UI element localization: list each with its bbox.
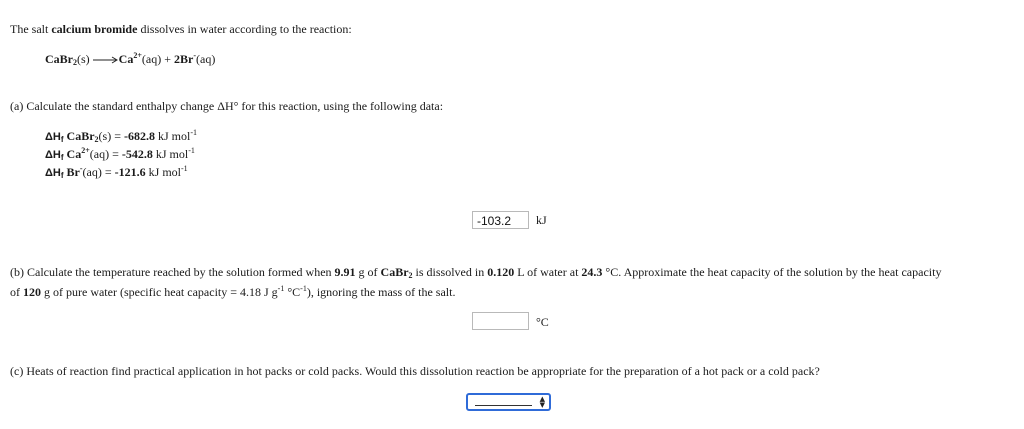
part-a-question: (a) Calculate the standard enthalpy change ΔH° for this reaction, using the following data: [10,99,444,113]
part-c-question: (c) Heats of reaction find practical application in hot packs or cold packs. Would this dissolution reaction be appropriate for the preparation of a hot pack or a cold pack? [10,364,820,378]
enthalpy-row-cabr2: $\Delta H_f$ CaBr$_2$(s) = -682.8 kJ mol$^{-1}$ [45,128,197,144]
part-b-question: (b) Calculate the temperature reached by the solution formed when 9.91 g of CaBr$_2$ is dissolved in 0.120 L of water at 24.3 °C. Approximate the heat capacity of the solution by the heat capacity of 120 g of pure water (specific heat capacity = 4.18 J $g^{-1}$ $^\circ C^{-1}$), ignoring the mass of the salt. [10,265,942,299]
reaction-equation: CaBr$_2$(s) $Ca^{2+}(aq) + 2Br^-(aq)$ [45,51,216,67]
hot-cold-pack-select[interactable] [466,393,551,411]
enthalpy-data-table [45,129,197,183]
part-b-unit-label: °C [536,315,549,329]
select-arrows-icon: ▲ ▼ [539,395,545,409]
enthalpy-row-ca: $\Delta H_f$ $Ca^{2+}(aq) = -542.8$ kJ mol$^{-1}$ [45,146,195,162]
reaction-arrow-icon [93,55,119,65]
intro-text: The salt calcium bromide dissolves in water according to the reaction: [10,22,352,36]
select-blank-line [475,405,532,406]
part-a-unit-label: kJ [536,213,547,227]
part-b-answer-input[interactable] [472,312,529,330]
enthalpy-row-br: $\Delta H_f$ Br-(aq) = -121.6 kJ mol$^{-1}$ [45,164,188,180]
part-a-answer-input[interactable]: -103.2 [472,211,529,229]
